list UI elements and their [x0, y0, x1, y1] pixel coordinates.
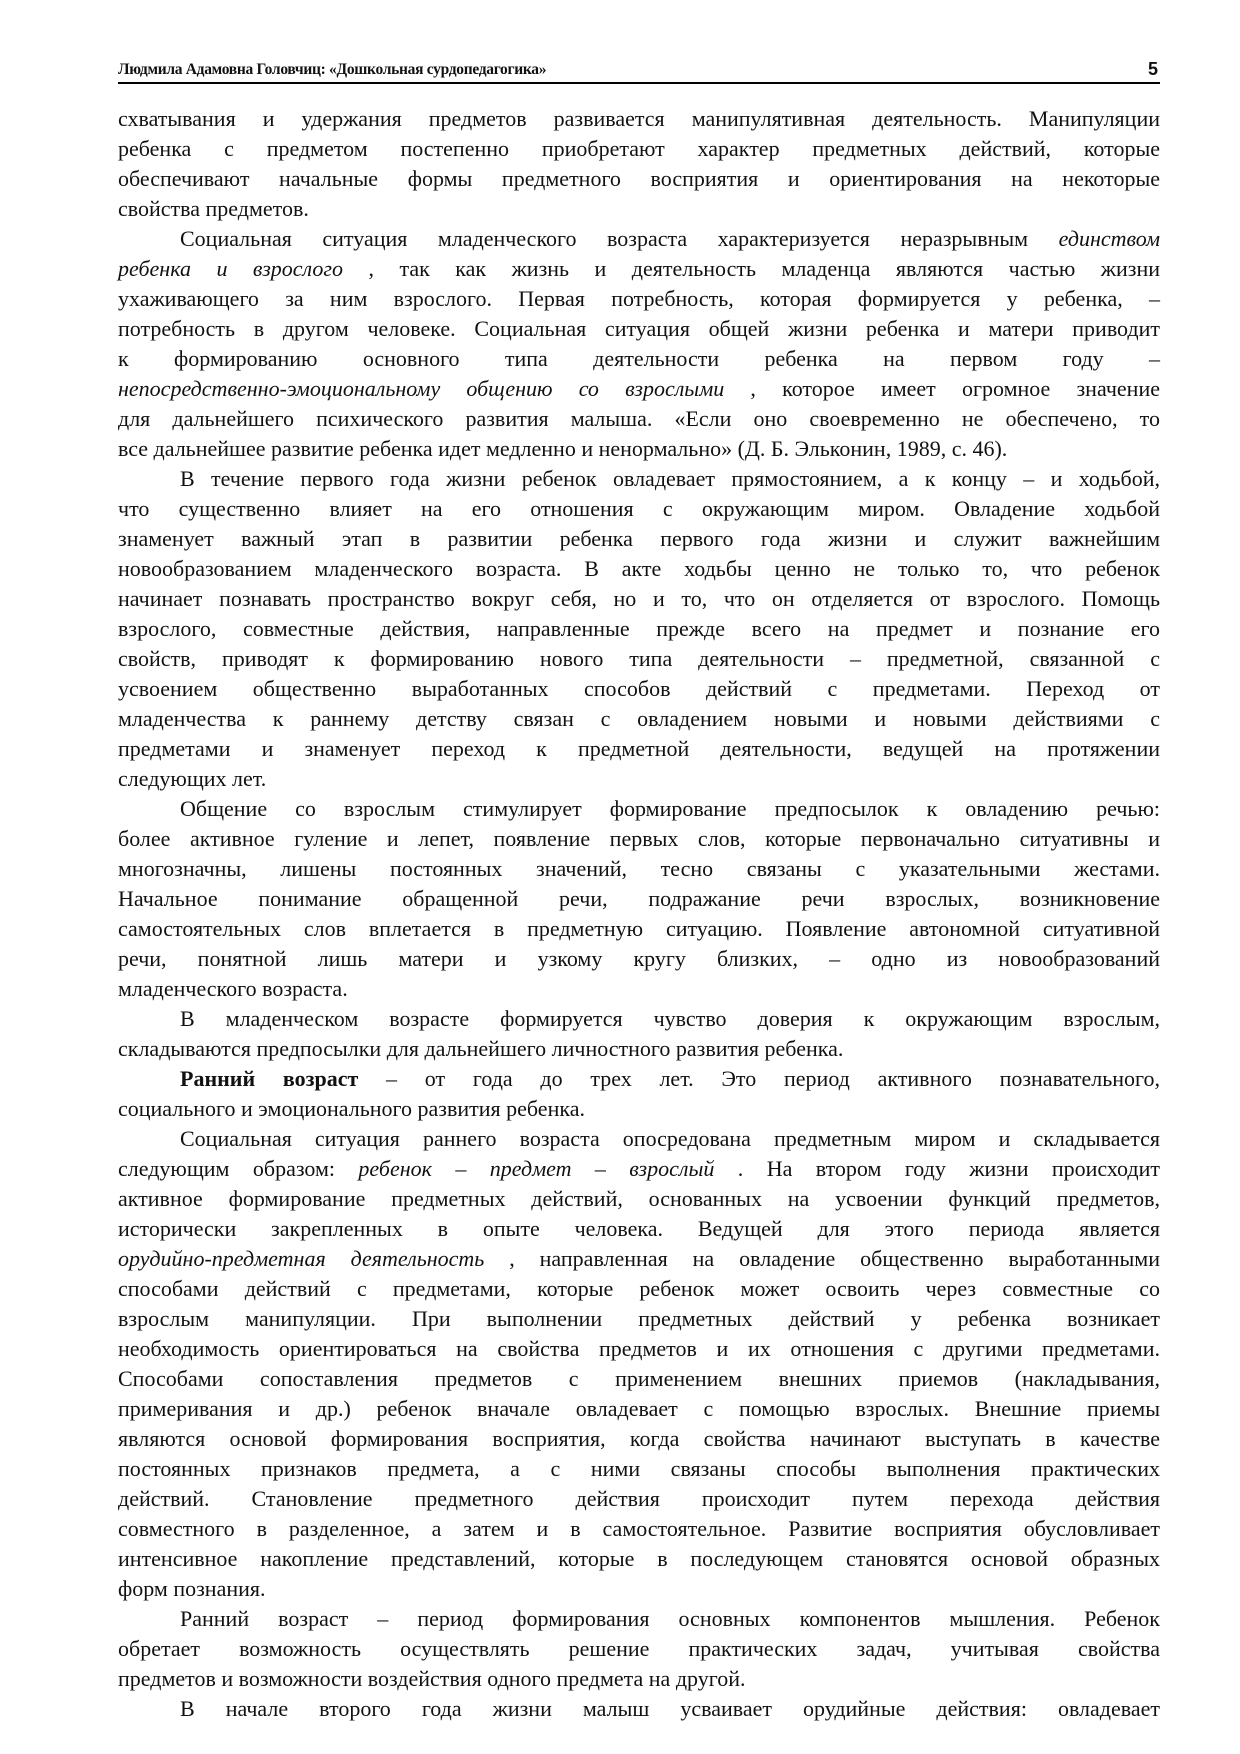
text-line [118, 584, 1160, 614]
text-segment: самостоятельных слов вплетается в предметную ситуацию. Появление автономной ситуативной [118, 916, 1160, 941]
text-line [118, 1424, 1160, 1454]
text-segment: Ранний возраст – период формирования основных компонентов мышления. Ребенок [180, 1606, 1160, 1631]
running-header [118, 56, 1160, 84]
text-segment: усвоением общественно выработанных способов действий с предметами. Переход от [118, 676, 1160, 701]
text-segment: являются основой формирования восприятия, когда свойства начинают выступать в качестве [118, 1426, 1160, 1451]
text-line [118, 374, 1160, 404]
text-line [118, 1214, 1160, 1244]
text-segment: В начале второго года жизни малыш усваивает орудийные действия: овладевает [180, 1696, 1160, 1721]
text-line [118, 884, 1160, 914]
text-line [118, 134, 1160, 164]
text-segment: . На втором году жизни происходит [714, 1156, 1160, 1181]
text-segment: предметами и знаменует переход к предметной деятельности, ведущей на протяжении [118, 736, 1160, 761]
text-line [118, 914, 1160, 944]
text-line [118, 1484, 1160, 1514]
italic-term: ребенка и взрослого [118, 256, 343, 281]
text-segment: действий. Становление предметного действия происходит путем перехода действия [118, 1486, 1160, 1511]
text-line [118, 104, 1160, 134]
text-line [180, 1604, 1160, 1634]
text-segment: младенчества к раннему детству связан с овладением новыми и новыми действиями с [118, 706, 1160, 731]
text-segment: потребность в другом человеке. Социальная ситуация общей жизни ребенка и матери приводит [118, 316, 1160, 341]
text-segment: Социальная ситуация младенческого возраста характеризуется неразрывным [180, 226, 1059, 251]
text-line [118, 614, 1160, 644]
text-line [180, 1004, 1160, 1034]
text-line [180, 1694, 1160, 1724]
text-segment: Общение со взрослым стимулирует формирование предпосылок к овладению речью: [180, 796, 1160, 821]
text-segment: взрослого, совместные действия, направленные прежде всего на предмет и познание его [118, 616, 1160, 641]
text-segment: социального и эмоционального развития ребенка. [118, 1096, 585, 1121]
italic-term: единством [1058, 226, 1160, 251]
text-segment: следующих лет. [118, 766, 267, 791]
bold-term: Ранний возраст [180, 1066, 359, 1091]
text-line [118, 944, 1160, 974]
text-line [118, 314, 1160, 344]
text-line [118, 1244, 1160, 1274]
text-line [180, 1064, 1160, 1094]
text-line [118, 644, 1160, 674]
text-line [118, 1634, 1160, 1664]
text-segment: все дальнейшее развитие ребенка идет медленно и ненормально» (Д. Б. Эльконин, 1989, с. 46). [118, 436, 1008, 461]
text-segment: младенческого возраста. [118, 976, 348, 1001]
text-line [118, 524, 1160, 554]
text-line [118, 1454, 1160, 1484]
text-segment: к формированию основного типа деятельности ребенка на первом году – [118, 346, 1160, 371]
text-segment: , направленная на овладение общественно выработанными [484, 1246, 1161, 1271]
header-title: Людмила Адамовна Головчиц: «Дошкольная сурдопедагогика» [118, 61, 547, 78]
text-line [118, 1334, 1160, 1364]
text-segment: способами действий с предметами, которые ребенок может освоить через совместные со [118, 1276, 1160, 1301]
text-line [118, 194, 1160, 224]
text-line [118, 1094, 1160, 1124]
text-segment: новообразованием младенческого возраста. В акте ходьбы ценно не только то, что ребенок [118, 556, 1160, 581]
text-line [180, 464, 1160, 494]
text-segment: предметов и возможности воздействия одного предмета на другой. [118, 1666, 746, 1691]
text-segment: начинает познавать пространство вокруг себя, но и то, что он отделяется от взрослого. Помощь [118, 586, 1160, 611]
text-line [118, 404, 1160, 434]
text-line [118, 734, 1160, 764]
text-segment: обретает возможность осуществлять решение практических задач, учитывая свойства [118, 1636, 1160, 1661]
text-segment: складываются предпосылки для дальнейшего личностного развития ребенка. [118, 1036, 844, 1061]
text-segment: речи, понятной лишь матери и узкому кругу близких, – одно из новообразований [118, 946, 1160, 971]
text-segment: свойства предметов. [118, 196, 309, 221]
italic-term: ребенок – предмет – взрослый [358, 1156, 715, 1181]
text-line [118, 1574, 1160, 1604]
text-segment: знаменует важный этап в развитии ребенка первого года жизни и служит важнейшим [118, 526, 1160, 551]
text-segment: обеспечивают начальные формы предметного восприятия и ориентирования на некоторые [118, 166, 1160, 191]
text-line [118, 344, 1160, 374]
text-line [118, 254, 1160, 284]
text-line [118, 1364, 1160, 1394]
text-line [118, 1664, 1160, 1694]
text-segment: ухаживающего за ним взрослого. Первая потребность, которая формируется у ребенка, – [118, 286, 1160, 311]
text-segment: что существенно влияет на его отношения с окружающим миром. Овладение ходьбой [118, 496, 1160, 521]
text-line [118, 1394, 1160, 1424]
text-segment: свойств, приводят к формированию нового типа деятельности – предметной, связанной с [118, 646, 1160, 671]
text-line [180, 224, 1160, 254]
text-segment: постоянных признаков предмета, а с ними связаны способы выполнения практических [118, 1456, 1160, 1481]
text-segment: Способами сопоставления предметов с применением внешних приемов (накладывания, [118, 1366, 1160, 1391]
text-line [118, 974, 1160, 1004]
text-line [118, 1184, 1160, 1214]
page-number: 5 [1147, 59, 1158, 79]
text-segment: схватывания и удержания предметов развивается манипулятивная деятельность. Манипуляции [118, 106, 1160, 131]
text-segment: интенсивное накопление представлений, которые в последующем становятся основой образных [118, 1546, 1160, 1571]
text-segment: В младенческом возрасте формируется чувство доверия к окружающим взрослым, [180, 1006, 1160, 1031]
text-line [118, 704, 1160, 734]
text-line [118, 434, 1160, 464]
text-segment: более активное гуление и лепет, появление первых слов, которые первоначально ситуативны и [118, 826, 1160, 851]
text-segment: для дальнейшего психического развития малыша. «Если оно своевременно не обеспечено, то [118, 406, 1160, 431]
text-line [118, 1034, 1160, 1064]
text-segment: необходимость ориентироваться на свойства предметов и их отношения с другими предметами. [118, 1336, 1160, 1361]
text-segment: примеривания и др.) ребенок вначале овладевает с помощью взрослых. Внешние приемы [118, 1396, 1160, 1421]
text-line [118, 164, 1160, 194]
text-segment: совместного в разделенное, а затем и в самостоятельное. Развитие восприятия обусловливает [118, 1516, 1160, 1541]
text-line [118, 284, 1160, 314]
text-segment: взрослым манипуляции. При выполнении предметных действий у ребенка возникает [118, 1306, 1160, 1331]
text-line [118, 1514, 1160, 1544]
text-line [118, 1154, 1160, 1184]
text-line [118, 1544, 1160, 1574]
text-segment: форм познания. [118, 1576, 266, 1601]
italic-term: орудийно-предметная деятельность [118, 1246, 485, 1271]
text-line [180, 1124, 1160, 1154]
text-segment: В течение первого года жизни ребенок овладевает прямостоянием, а к концу – и ходьбой, [180, 466, 1160, 491]
text-line [118, 1274, 1160, 1304]
italic-term: непосредственно-эмоциональному общению со взрослыми [118, 376, 725, 401]
text-segment: Начальное понимание обращенной речи, подражание речи взрослых, возникновение [118, 886, 1160, 911]
text-line [118, 494, 1160, 524]
text-line [118, 1304, 1160, 1334]
text-segment: исторически закрепленных в опыте человека. Ведущей для этого периода является [118, 1216, 1160, 1241]
text-line [180, 794, 1160, 824]
text-segment: – от года до трех лет. Это период активного познавательного, [358, 1066, 1160, 1091]
text-segment: многозначны, лишены постоянных значений, тесно связаны с указательными жестами. [118, 856, 1160, 881]
text-line [118, 764, 1160, 794]
text-line [118, 854, 1160, 884]
text-line [118, 554, 1160, 584]
text-line [118, 674, 1160, 704]
text-segment: , которое имеет огромное значение [724, 376, 1160, 401]
text-segment: , так как жизнь и деятельность младенца являются частью жизни [343, 256, 1161, 281]
text-segment: Социальная ситуация раннего возраста опосредована предметным миром и складывается [180, 1126, 1160, 1151]
text-segment: активное формирование предметных действий, основанных на усвоении функций предметов, [118, 1186, 1160, 1211]
text-segment: следующим образом: [118, 1156, 359, 1181]
text-segment: ребенка с предметом постепенно приобретают характер предметных действий, которые [118, 136, 1160, 161]
text-line [118, 824, 1160, 854]
